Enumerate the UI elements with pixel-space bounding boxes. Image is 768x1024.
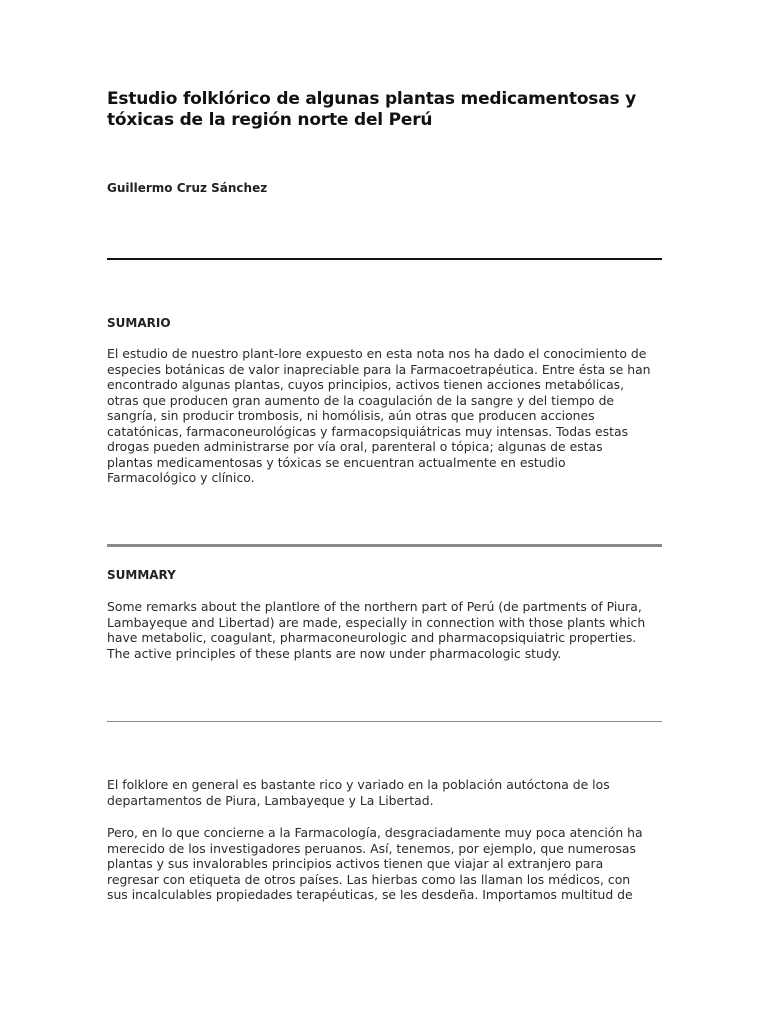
summary-heading: SUMMARY [107, 568, 176, 582]
author-name: Guillermo Cruz Sánchez [107, 181, 268, 195]
summary-paragraph: Some remarks about the plantlore of the northern part of Perú (de partments of Piura, Lambayeque and Libertad) are made, especially in connection with those plants which have metabolic, coagulant, pharmaconeurologic and pharmacopsiquiatric properties. The active principles of these plants are now under pharmacologic study. [107, 599, 646, 661]
sumario-paragraph: El estudio de nuestro plant-lore expuesto en esta nota nos ha dado el conocimiento de especies botánicas de valor inapreciable para la Farmacoetrapéutica. Entre ésta se han encontrado algunas plantas, cuyos principios, activos tienen acciones metabólicas, otras que producen gran aumento de la coagulación de la sangre y del tiempo de sangría, sin producir trombosis, ni homólisis, aún otras que producen acciones catatónicas, farmaconeurológicas y farmacopsiquiátricas muy intensas. Todas estas drogas pueden administrarse por vía oral, parenteral o tópica; algunas de estas plantas medicamentosas y tóxicas se encuentran actualmente en estudio Farmacológico y clínico. [107, 346, 651, 485]
title-divider [107, 258, 662, 260]
body-paragraph-1: El folklore en general es bastante rico y variado en la población autóctona de los departamentos de Piura, Lambayeque y La Libertad. [107, 777, 610, 808]
sumario-heading: SUMARIO [107, 316, 171, 330]
document-title: Estudio folklórico de algunas plantas medicamentosas y tóxicas de la región norte del Perú [107, 89, 637, 130]
sumario-divider [107, 544, 662, 547]
summary-divider [107, 721, 662, 722]
body-paragraph-2: Pero, en lo que concierne a la Farmacología, desgraciadamente muy poca atención ha merecido de los investigadores peruanos. Así, tenemos, por ejemplo, que numerosas plantas y sus invalorables principios activos tienen que viajar al extranjero para regresar con etiqueta de otros países. Las hierbas como las llaman los médicos, con sus incalculables propiedades terapéuticas, se les desdeña. Importamos multitud de [107, 825, 643, 902]
